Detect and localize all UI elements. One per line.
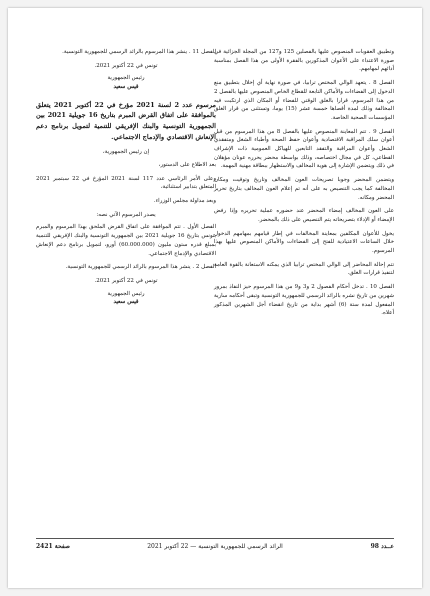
paragraph: وتطبيق العقوبات المنصوص عليها بالفصلين 125 و127 من المجلة الجزائية في صورة الاعتداء على الأعوان المذكورين بالفقرة الأولى من هذا الفصل بمناسبة أدائهم لمهامهم. [214, 49, 394, 73]
right-column [214, 48, 394, 323]
preamble-item: وعلى الأمر الرئاسي عدد 117 لسنة 2021 المؤرخ في 22 سبتمبر 2021 المتعلق بتدابير استثنائية، [36, 175, 216, 191]
left-column [36, 48, 216, 313]
signer-title: رئيس الجمهورية [107, 75, 145, 82]
page-footer [36, 543, 394, 555]
paragraph: ويتضمن المحضر وجوبا تصريحات العون المخالف وتاريخ وتوقيت ومكان المخالفة كما يجب التنصيص به على أنه تم إعلام العون المخالف بتاريخ تحرير المحضر ومكانه. [214, 177, 394, 201]
signer-name: قيس سعيد [113, 84, 139, 91]
preamble-item: بعد الاطلاع على الدستور، [158, 161, 216, 168]
gazette-title-date: الرائد الرسمي للجمهورية التونسية — 22 أكتوبر 2021 [147, 543, 283, 550]
preamble-intro: إن رئيس الجمهورية، [102, 149, 150, 156]
footer-divider [36, 538, 394, 539]
paragraph: يخول للأعوان المكلفين بمعاينة المخالفات في إطار قيامهم بمهامهم الدخول خلال الساعات الاعتيادية للفتح إلى الفضاءات والأماكن المنصوص عليها بهذا المرسوم. [214, 230, 394, 255]
signer-title: رئيس الجمهورية [107, 290, 145, 297]
issue-number: عــدد 98 [370, 543, 394, 550]
article-11: الفصل 11 . ينشر هذا المرسوم بالرائد الرسمي للجمهورية التونسية. [62, 49, 216, 55]
article-9: الفصل 9 . تتم المعاينة المنصوص عليها بالفصل 8 من هذا المرسوم من قبل أعوان سلك المراقبة الاقتصادية وأعوان حفظ الصحة وأطباء الشغل ومتفقدي الشغل وأعوان المراقبة والتفقد التابعين للهياكل العمومية ذات الإشراف القطاعي، كل في مجال اختصاصه، وذلك بواسطة محضر يحرره عونان مؤهلان في ذلك ويتضمن الإشارة إلى هوية المخالف والاستظهار ببطاقة مهنية المهمة. [214, 128, 394, 170]
article-2: الفصل 2 . ينشر هذا المرسوم بالرائد الرسمي للجمهورية التونسية. [65, 264, 216, 271]
article-8: الفصل 8 . يتعهد الوالي المختص ترابيا، في صورة نهاية أي إخلال بتطبيق منع الدخول إلى الفضاءات والأماكن التابعة للقطاع الخاص المنصوص عليها بالفصل 2 من هذا المرسوم، قرارا بالغلق الوقتي للفضاء أو المكان الذي ارتكبت فيه المخالفة وذلك لمدة أقصاها خمسة عشر (15) يوما، وتستثنى من قرار الغلق المؤسسات الصحية الخاصة. [214, 80, 395, 121]
page-number: صفحة 2421 [36, 543, 71, 550]
preamble-item: وبعد مداولة مجلس الوزراء. [153, 198, 216, 204]
promulgation-line: يصدر المرسوم الآتي نصه: [96, 211, 156, 218]
gazette-page [8, 8, 422, 588]
paragraph: على العون المخالف إمضاء المحضر عند حضوره عملية تحريره وإذا رفض الإمضاء أو الإدلاء بتصريحاته يتم التنصيص على ذلك بالمحضر. [214, 208, 394, 223]
signer-name: قيس سعيد [113, 299, 139, 306]
article-1: الفصل الأول . تتم الموافقة على اتفاق القرض الملحق بهذا المرسوم والمبرم بتونس بتاريخ 16 جويلية 2021 بين الجمهورية التونسية والبنك الإفريقي للتنمية بمبلغ قدره ستون مليون (60.000.000) أورو، لتمويل برنامج دعم الإنعاش الاقتصادي والإدماج الاجتماعي. [36, 224, 216, 257]
article-10: الفصل 10 . تدخل أحكام الفصول 2 و3 و9 من هذا المرسوم حيز النفاذ بمرور شهرين من تاريخ نشره بالرائد الرسمي للجمهورية التونسية وتبقى أحكامه سارية المفعول لمدة ستة (6) أشهر بداية من تاريخ انقضاء أجل الشهرين المذكور أعلاه. [214, 284, 395, 317]
decree-date: تونس في 22 أكتوبر 2021. [94, 277, 158, 284]
decree-heading: مرسوم عدد 2 لسنة 2021 مؤرخ في 22 أكتوبر 2021 يتعلق بالموافقة على اتفاق القرض المبرم بتاريخ 16 جويلية 2021 بين الجمهورية التونسية والبنك الإفريقي للتنمية لتمويل برنامج دعم الإنعاش الاقتصادي والإدماج الاجتماعي. [36, 100, 217, 141]
paragraph: تتم إحالة المحاضر إلى الوالي المختص ترابيا الذي يمكنه الاستعانة بالقوة العامة لتنفيذ قرارات الغلق. [214, 261, 394, 277]
decree-date: تونس في 22 أكتوبر 2021. [94, 62, 158, 69]
